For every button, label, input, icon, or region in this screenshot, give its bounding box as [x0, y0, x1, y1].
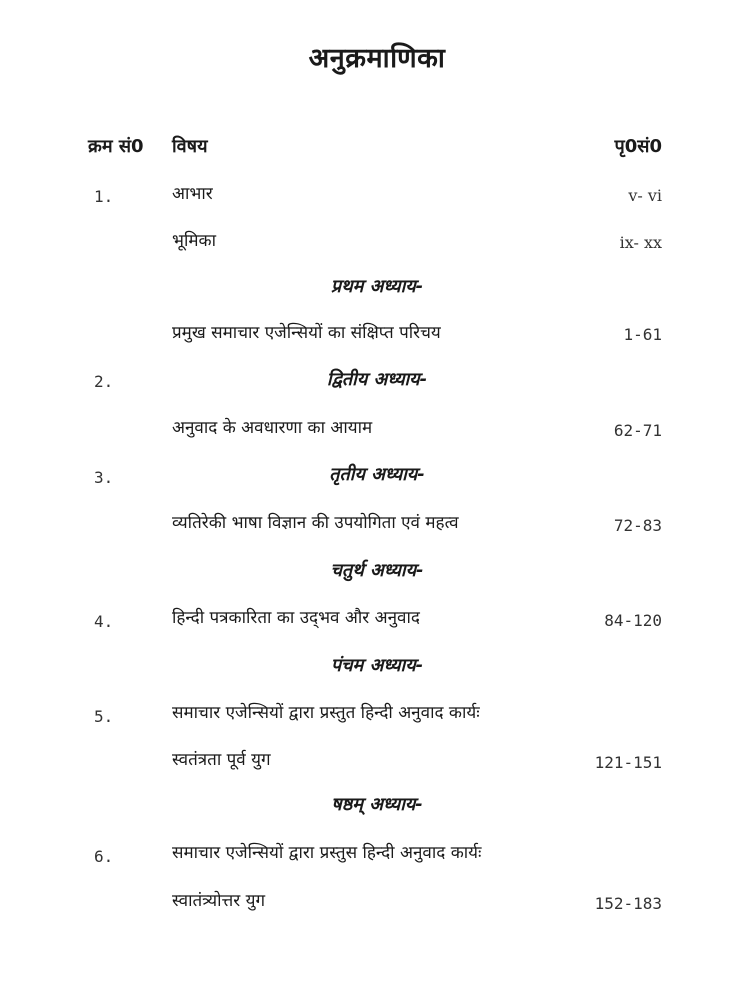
- entry-text: स्वातंत्र्योत्तर युग: [172, 891, 266, 911]
- chapter-heading: षष्ठम्‌ अध्याय-: [331, 794, 423, 815]
- chapter-heading: प्रथम अध्याय-: [330, 276, 424, 297]
- chapter-heading: पंचम अध्याय-: [330, 655, 424, 676]
- entry-text: समाचार एजेन्सियों द्वारा प्रस्तुस हिन्दी अनुवाद कार्यः: [172, 843, 482, 863]
- entry-page: 62-71: [613, 421, 662, 440]
- chapter-heading: चतुर्थ अध्याय-: [330, 560, 424, 581]
- entry-text: व्यतिरेकी भाषा विज्ञान की उपयोगिता एवं महत्व: [172, 513, 459, 533]
- entry-text: अनुवाद के अवधारणा का आयाम: [172, 418, 373, 438]
- entry-page: ix- xx: [619, 233, 662, 252]
- entry-page: 84-120: [604, 611, 662, 630]
- entry-page: 152-183: [594, 894, 662, 913]
- page-title: अनुक्रमाणिका: [308, 43, 446, 74]
- entry-page: v- vi: [628, 186, 662, 205]
- entry-serial: 2.: [94, 372, 114, 391]
- header-serial: क्रम सं0: [88, 136, 144, 157]
- header-page: पृ0सं0: [614, 136, 662, 157]
- entry-text: आभार: [172, 184, 213, 204]
- entry-page: 1-61: [623, 325, 662, 344]
- entry-text: प्रमुख समाचार एजेन्सियों का संक्षिप्त परिचय: [172, 323, 441, 343]
- entry-page: 72-83: [613, 516, 662, 535]
- chapter-heading: तृतीय अध्याय-: [329, 464, 425, 485]
- entry-serial: 1.: [94, 187, 114, 206]
- entry-text: हिन्दी पत्रकारिता का उद्‌भव और अनुवाद: [172, 608, 420, 628]
- chapter-heading: द्वितीय अध्याय-: [326, 369, 428, 390]
- entry-serial: 4.: [94, 612, 114, 631]
- entry-serial: 6.: [94, 847, 114, 866]
- entry-text: भूमिका: [172, 231, 216, 251]
- entry-serial: 5.: [94, 707, 114, 726]
- header-subject: विषय: [172, 136, 208, 157]
- entry-text: समाचार एजेन्सियों द्वारा प्रस्तुत हिन्दी अनुवाद कार्यः: [172, 703, 480, 723]
- entry-serial: 3.: [94, 468, 114, 487]
- entry-page: 121-151: [594, 753, 662, 772]
- entry-text: स्वतंत्रता पूर्व युग: [172, 750, 271, 770]
